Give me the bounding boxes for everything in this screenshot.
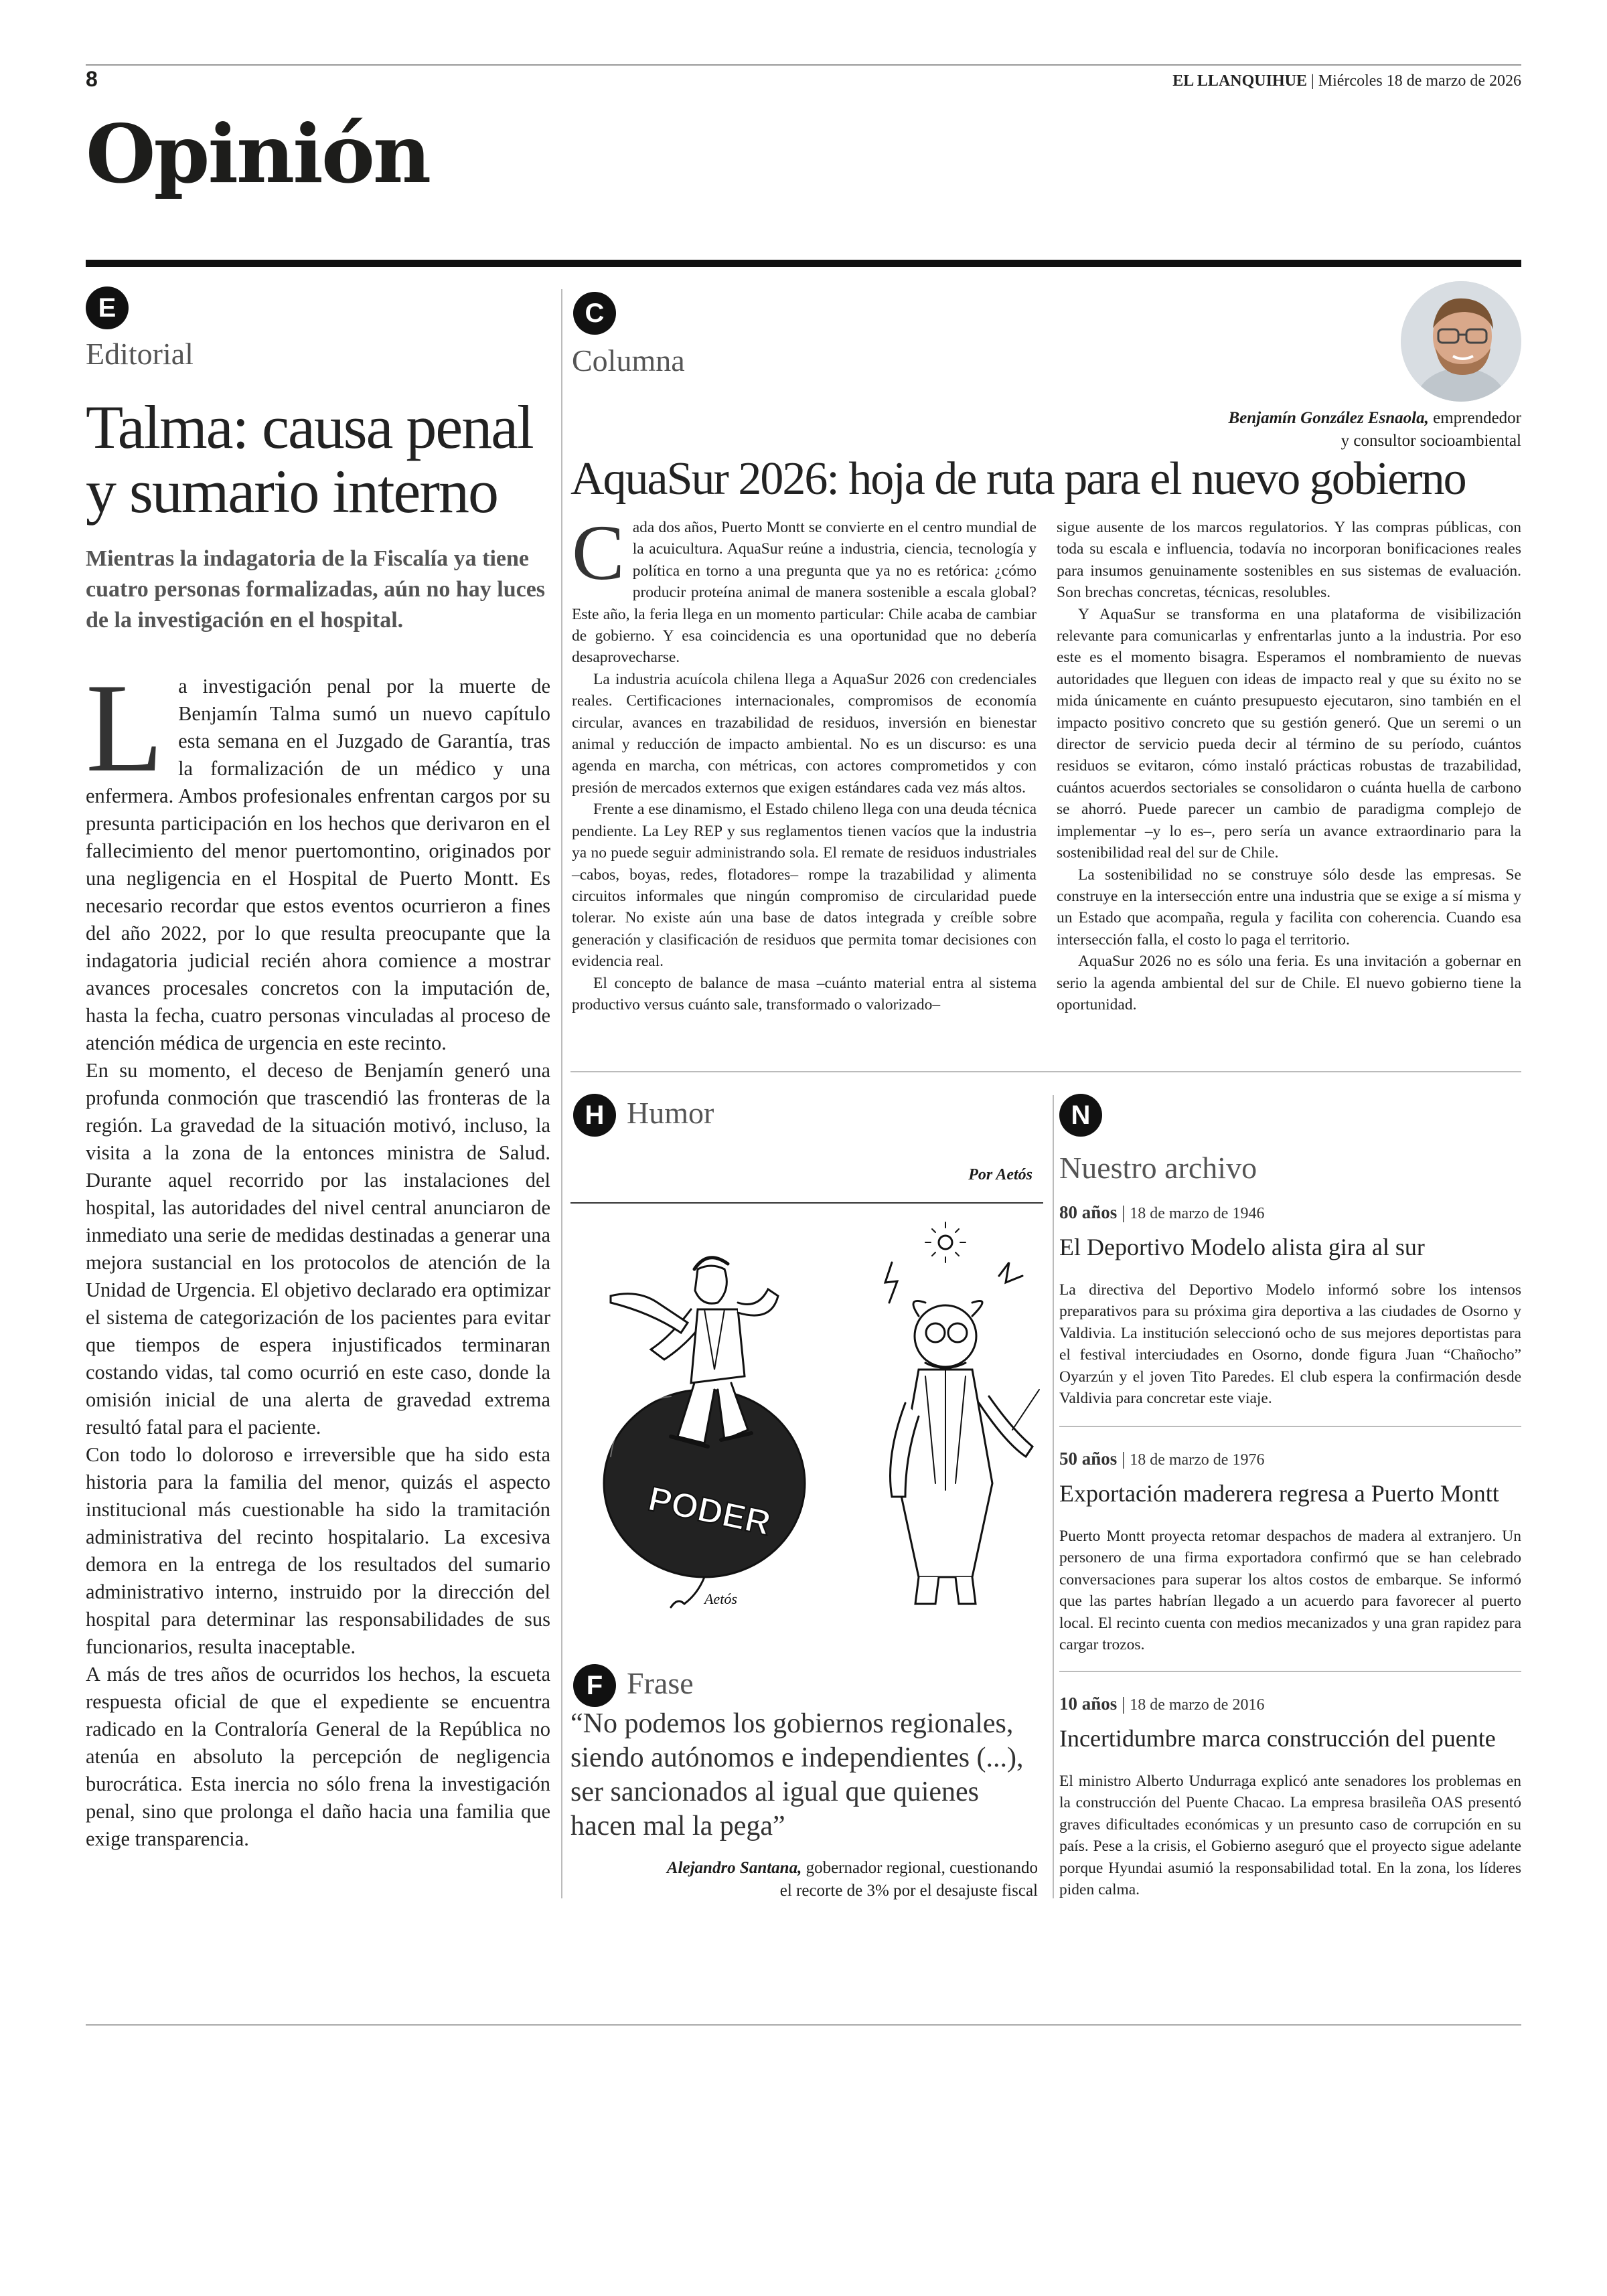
balloon-label: PODER <box>645 1479 774 1544</box>
top-rule <box>86 64 1521 66</box>
masthead <box>1172 72 1521 90</box>
newspaper-name: EL LLANQUIHUE <box>1172 72 1307 90</box>
column-label: Columna <box>572 343 685 378</box>
humor-label: Humor <box>627 1096 714 1130</box>
archive-body: La directiva del Deportivo Modelo informó sobre los intensos preparativos para su próxima gira deportiva a las ciudades de Osorno y Valdivia. La institución seleccionó ocho de sus mejores deportistas para el festival interciudades en Osorno, donde figura Juan “Chañocho” Oyarzún y el joven Tito Paredes. El club espera la confirmación desde Valdivia para concretar este viaje. <box>1059 1281 1521 1408</box>
humor-rule <box>570 1071 1521 1072</box>
frase-badge: F <box>573 1664 616 1707</box>
editorial-label: Editorial <box>86 337 194 371</box>
frase-label: Frase <box>627 1666 694 1700</box>
column-paragraph: Frente a ese dinamismo, el Estado chileno llega con una deuda técnica pendiente. La Ley REP y sus reglamentos tienen vacíos que la industria ya no puede seguir administrando sola. El remate de residuos industriales –cabos, boyas, redes, flotadores– rompe la trazabilidad y alimenta circuitos informales que ningún compromiso de circularidad puede tolerar. No existe aún una base de datos integrada y creíble sobre generación y clasificación de residuos que permita tomar decisiones con evidencia real. <box>572 801 1037 971</box>
editorial-paragraph: Con todo lo doloroso e irreversible que ha sido esta historia para la familia del menor, quizás el aspecto institucional más cuestionable ha sido la tramitación administrativa del recinto hospitalario. La excesiva demora en la entrega de los resultados del sumario administrativo interno, instruido por la dirección del hospital para determinar las responsabilidades de sus funcionarios, resulta inaceptable. <box>86 1443 550 1658</box>
column-paragraph-text: ada dos años, Puerto Montt se convierte en el centro mundial de la acuicultura. AquaSur reúne a industria, ciencia, tecnología y política en torno a una pregunta que ya no es retórica: ¿cómo producir proteína animal de manera sostenible a escala global? Este año, la feria llega en un momento particular: Chile acaba de cambiar de gobierno. Y esa coincidencia es una oportunidad que no debería desaprovecharse. <box>572 519 1037 667</box>
editorial-lead: Mientras la indagatoria de la Fiscalía ya tiene cuatro personas formalizadas, aún no hay luces de la investigación en el hospital. <box>86 546 546 633</box>
archive-date: 18 de marzo de 2016 <box>1130 1696 1265 1714</box>
humor-badge: H <box>573 1094 616 1137</box>
issue-date: Miércoles 18 de marzo de 2026 <box>1318 72 1521 90</box>
frase-author: Alejandro Santana, <box>666 1859 802 1877</box>
author-portrait-image <box>1401 281 1521 402</box>
column-divider-right <box>1053 1095 1054 1898</box>
archive-item <box>1059 1449 1521 1655</box>
column-paragraph: El concepto de balance de masa –cuánto material entra al sistema productivo versus cuánto sale, transformado o valorizado– <box>572 974 1037 1013</box>
column-dropcap: C <box>572 509 625 596</box>
archive-years: 10 años <box>1059 1694 1118 1714</box>
column-badge: C <box>573 292 616 335</box>
author-name: Benjamín González Esnaola, <box>1228 409 1429 427</box>
author-role-line: y consultor socioambiental <box>1341 432 1521 450</box>
page-number: 8 <box>86 67 98 91</box>
archive-headline: Exportación maderera regresa a Puerto Montt <box>1059 1480 1499 1507</box>
archive-divider <box>1059 1426 1521 1427</box>
column-body-left <box>572 509 1037 1015</box>
column-author <box>1106 407 1521 453</box>
humor-cartoon <box>570 1202 1046 1611</box>
column-paragraph: La industria acuícola chilena llega a AquaSur 2026 con credenciales reales. Certificaciones internacionales, compromisos de economía circular, avances en trazabilidad de residuos, inversión en bienestar animal y reducción de impacto ambiental. No es un discurso: es una agenda en marcha, con métricas, con actores comprometidos y con presión de mercados externos que exigen estándares cada vez más altos. <box>572 670 1037 797</box>
column-paragraph <box>572 509 1037 669</box>
archive-item-meta: 80 años | 18 de marzo de 1946 <box>1059 1202 1265 1222</box>
editorial-body <box>86 658 550 1853</box>
column-paragraph: AquaSur 2026 no es sólo una feria. Es una invitación a gobernar en serio la agenda ambiental del sur de Chile. El nuevo gobierno tiene la oportunidad. <box>1057 953 1521 1013</box>
editorial-title: Talma: causa penal y sumario interno <box>86 393 533 525</box>
column-divider-left <box>561 289 562 1898</box>
column-body-right <box>1057 517 1521 1015</box>
section-title: Opinión <box>86 107 430 201</box>
author-role: emprendedor <box>1433 409 1521 427</box>
column-paragraph: sigue ausente de los marcos regulatorios. Y las compras públicas, con toda su escala e influencia, todavía no incorporan bonificaciones reales para insumos genuinamente sostenibles en sus sistemas de evaluación. Son brechas concretas, técnicas, resolubles. <box>1057 519 1521 602</box>
bottom-rule <box>86 2024 1521 2026</box>
archive-date: 18 de marzo de 1946 <box>1130 1205 1265 1222</box>
frase-author-role: gobernador regional, cuestionando <box>806 1859 1038 1877</box>
archive-label: Nuestro archivo <box>1059 1151 1257 1185</box>
author-line <box>1106 407 1521 430</box>
column-paragraph: Y AquaSur se transforma en una plataforma de visibilización relevante para comunicarlas y enfrentarlas junto a la industria. Por eso este es el momento bisagra. Esperamos el nombramiento de nuevas autoridades que lleguen con ideas de impacto real y que su éxito no se mida únicamente en cuánto presupuesto ejecutaron, sino también en el impacto positivo concreto que su gestión generó. Que un seremi o un director de servicio pueda decir al término de su período, cuántos residuos se evitaron, cómo instaló prácticas robustas de trazabilidad, cuántos acuerdos sectoriales se consolidaron o cuánta huella de carbono se ahorró. Puede parecer un cambio de paradigma complejo de implementar –y lo es–, pero sería un avance extraordinario para la sostenibilidad real del sur de Chile. <box>1057 605 1521 862</box>
archive-years: 50 años <box>1059 1449 1118 1469</box>
archive-item <box>1059 1202 1521 1409</box>
archive-headline: Incertidumbre marca construcción del puente <box>1059 1725 1496 1752</box>
cartoon-drawing <box>570 1202 1046 1611</box>
archive-years: 80 años <box>1059 1202 1118 1222</box>
masthead-separator: | <box>1310 72 1314 90</box>
archive-badge: N <box>1059 1094 1102 1137</box>
archive-headline: El Deportivo Modelo alista gira al sur <box>1059 1234 1425 1260</box>
archive-body: El ministro Alberto Undurraga explicó ante senadores los problemas en la construcción del Puente Chacao. La empresa brasileña OAS presentó graves dificultades económicas y un presunto caso de corrupción en su país. Pese a la crisis, el Gobierno aseguró que el proyecto sigue adelante porque Hyundai asumió la responsabilidad total. En la zona, los líderes piden calma. <box>1059 1773 1521 1899</box>
cartoon-signature: Aetós <box>704 1590 737 1607</box>
author-photo <box>1401 281 1521 402</box>
frase-attribution <box>570 1857 1038 1902</box>
column-paragraph: La sostenibilidad no se construye sólo desde las empresas. Se construye en la intersección entre una industria que se exige a sí misma y un Estado que acompaña, regula y facilita con coherencia. Cuando esa intersección falla, el costo lo paga el territorio. <box>1057 866 1521 949</box>
editorial-badge: E <box>86 286 129 329</box>
editorial-paragraph: A más de tres años de ocurridos los hechos, la escueta respuesta oficial de que el expediente se encuentra radicado en la Contraloría General de la República no atenúa en absoluto la percepción de negligencia burocrática. Esta inercia no sólo frena la investigación penal, sino que prolonga el daño hacia una familia que exige transparencia. <box>86 1663 550 1850</box>
frase-context: el recorte de 3% por el desajuste fiscal <box>779 1882 1038 1900</box>
archive-date: 18 de marzo de 1976 <box>1130 1451 1265 1469</box>
editorial-dropcap: L <box>86 658 164 799</box>
editorial-paragraph-text: a investigación penal por la muerte de Benjamín Talma sumó un nuevo capítulo esta semana en el Juzgado de Garantía, tras la formalización de un médico y una enfermera. Ambos profesionales enfrentan cargos por su presunta participación en los hechos que derivaron en el fallecimiento del menor puertomontino, originados por una negligencia en el Hospital de Puerto Montt. Es necesario recordar que estos eventos ocurrieron a fines del año 2022, por lo que resulta preocupante que la indagatoria judicial recién ahora comience a mostrar avances procesales concretos con la imputación de, hasta la fecha, cuatro personas vinculadas al proceso de atención médica de urgencia en este recinto. <box>86 675 550 1054</box>
archive-divider <box>1059 1671 1521 1672</box>
editorial-paragraph <box>86 658 550 1057</box>
frase-attribution-line <box>570 1857 1038 1880</box>
column-title: AquaSur 2026: hoja de ruta para el nuevo gobierno <box>570 453 1466 505</box>
archive-item-meta: 50 años | 18 de marzo de 1976 <box>1059 1449 1265 1469</box>
frase-quote: “No podemos los gobiernos regionales, siendo autónomos e independientes (...), ser sancionados al igual que quienes hacen mal la pega” <box>570 1708 1024 1841</box>
humor-byline: Por Aetós <box>968 1166 1032 1183</box>
editorial-paragraph: En su momento, el deceso de Benjamín generó una profunda conmoción que trascendió las fronteras de la región. La gravedad de la situación motivó, incluso, la visita a la zona de la entonces ministra de Salud. Durante aquel recorrido por las instalaciones del hospital, las autoridades del nivel central anunciaron de inmediato una serie de medidas destinadas a generar una mejora sustancial en los protocolos de atención de la Unidad de Urgencia. El objetivo declarado era optimizar el sistema de categorización de los pacientes para evitar que tiempos de espera injustificados terminaran costando vidas, tal como ocurrió en este caso, donde la omisión inicial de una alerta de gravedad extrema resultó fatal para el paciente. <box>86 1059 550 1439</box>
archive-body: Puerto Montt proyecta retomar despachos de madera al extranjero. Un personero de una firma exportadora confirmó que se han celebrado conversaciones para superar los altos costos de embarque. Se informó que las partes habrían llegado a un acuerdo para favorecer al puerto local. El recinto cuenta con medios mecanizados y una gran rapidez para cargar trozos. <box>1059 1528 1521 1654</box>
archive-item-meta: 10 años | 18 de marzo de 2016 <box>1059 1694 1265 1714</box>
archive-item <box>1059 1694 1521 1900</box>
section-rule <box>86 260 1521 267</box>
